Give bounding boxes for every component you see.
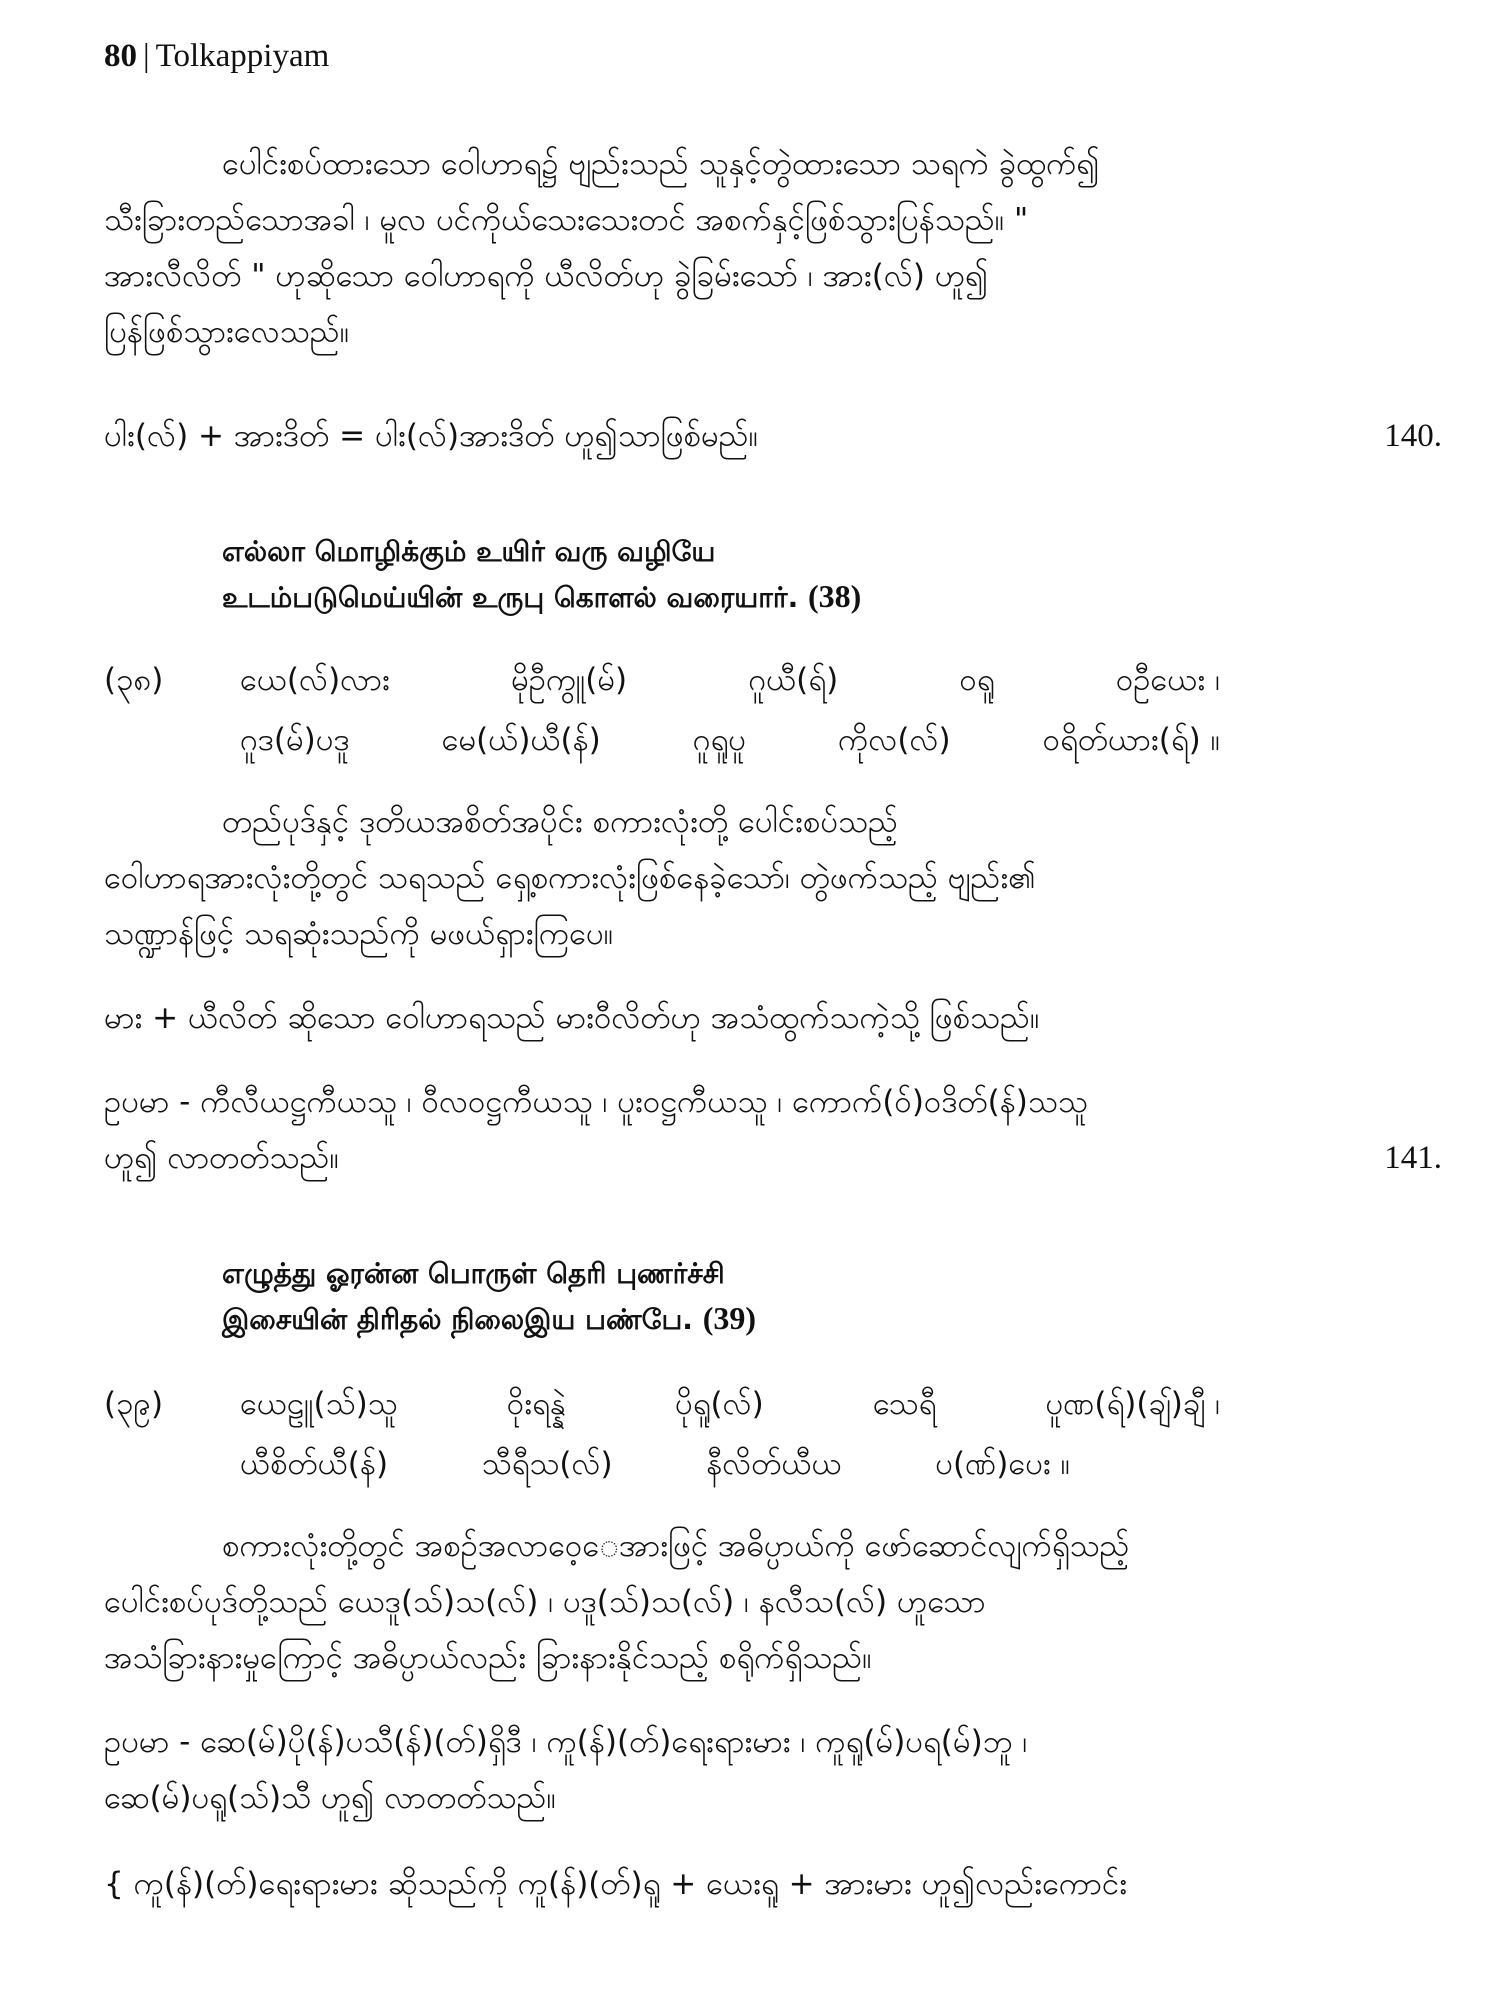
page-header bbox=[104, 38, 329, 75]
translit-word: ဝရိတ်ယား(ရ်) ။ bbox=[1042, 722, 1220, 758]
translit-word: မေ(ယ်)ယီ(န်) bbox=[441, 722, 601, 758]
translit-word: သေရီ bbox=[872, 1386, 937, 1422]
verse-38-label: (၃၈) bbox=[104, 662, 164, 698]
paragraph-3-line-3: အသံခြားနားမှုကြောင့် အဓိပ္ပာယ်လည်း ခြားနားနိုင်သည့် စရိုက်ရှိသည်။ bbox=[104, 1640, 872, 1676]
tamil-verse-38-line-2 bbox=[222, 576, 861, 618]
translit-word: ပ(ဏ်)ပေး ။ bbox=[935, 1446, 1070, 1482]
example-4-line-2: ဆေ(မ်)ပရူ(သ်)သီ ဟူ၍ လာတတ်သည်။ bbox=[104, 1780, 556, 1816]
translit-39-row-1 bbox=[240, 1382, 1220, 1426]
translit-word: ဂူရူပူ bbox=[692, 722, 746, 758]
paragraph-1-line-2: သီးခြားတည်သောအခါ ၊ မူလ ပင်ကိုယ်သေးသေးတင် အစက်နှင့်ဖြစ်သွားပြန်သည်။ " bbox=[104, 202, 1029, 238]
translit-word: နီလိတ်ယီယ bbox=[706, 1446, 842, 1482]
final-line: { ကူ(န်)(တ်)ရေးရားမား ဆိုသည်ကို ကူ(န်)(တ်)ရူ + ယေးရူ + အားမား ဟူ၍လည်းကောင်း bbox=[104, 1866, 1128, 1902]
paragraph-3-line-2: ပေါင်းစပ်ပုဒ်တို့သည် ယေဒူ(သ်)သ(လ်) ၊ ပဒူ(သ်)သ(လ်) ၊ နလီသ(လ်) ဟူသော bbox=[104, 1584, 986, 1620]
verse-39-label: (၃၉) bbox=[104, 1386, 164, 1422]
translit-word: ဝိုးရန္နဲ bbox=[506, 1386, 566, 1422]
example-4-line-1: ဥပမာ - ဆေ(မ်)ပို(န်)ပသီ(န်)(တ်)ရှိဒီ ၊ ကူ(န်)(တ်)ရေးရားမား ၊ ကူရူ(မ်)ပရ(မ်)ဘူ ၊ bbox=[104, 1724, 1028, 1760]
verse-number-38: (38) bbox=[807, 578, 862, 614]
translit-38-row-1 bbox=[240, 658, 1220, 702]
sutra-number-140: 140. bbox=[1384, 418, 1442, 454]
translit-39-row-2 bbox=[240, 1442, 1070, 1486]
translit-word: ပိုရူ(လ်) bbox=[675, 1386, 764, 1422]
tamil-verse-39-text: இசையின் திரிதல் நிலைஇய பண்பே. bbox=[222, 1303, 693, 1336]
paragraph-2-line-2: ဝေါဟာရအားလုံးတို့တွင် သရသည် ရှေ့စကားလုံးဖြစ်နေခဲ့သော်၊ တွဲဖက်သည့် ဗျည်း၏ bbox=[104, 860, 1036, 896]
example-141-line-1: ဥပမာ - ကီလီယဋ္ဌကီယသူ ၊ ဝီလဝဋ္ဌကီယသူ ၊ ပူးဝဋ္ဌကီယသူ ၊ ကောက်(ဝ်)ဝဒိတ်(န်)သသူ bbox=[104, 1084, 1088, 1120]
translit-word: ဂူယီ(ရ်) bbox=[748, 662, 839, 698]
paragraph-3-line-1: စကားလုံးတို့တွင် အစဉ်အလာဝေ့ေအားဖြင့် အဓိပ္ပာယ်ကို ဖော်ဆောင်လျက်ရှိသည့် bbox=[222, 1528, 1130, 1564]
tamil-verse-39-line-2 bbox=[222, 1298, 756, 1340]
header-separator: | bbox=[143, 38, 150, 74]
translit-word: ကိုလ(လ်) bbox=[837, 722, 951, 758]
translit-word: ဝရူ bbox=[959, 662, 995, 698]
paragraph-1-line-3: အားလီလိတ် " ဟုဆိုသော ဝေါဟာရကို ယီလိတ်ဟု ခွဲခြမ်းသော် ၊ အား(လ်) ဟူ၍ bbox=[104, 258, 989, 294]
translit-word: သီရီသ(လ်) bbox=[481, 1446, 613, 1482]
paragraph-2-line-3: သဏ္ဍာန်ဖြင့် သရဆုံးသည်ကို မဖယ်ရှားကြပေ။ bbox=[104, 916, 614, 952]
tamil-verse-38-text: உடம்படுமெய்யின் உருபு கொளல் வரையார். bbox=[222, 581, 799, 614]
translit-word: ယေဠူ(သ်)သူ bbox=[240, 1386, 398, 1422]
paragraph-1-line-1: ပေါင်းစပ်ထားသော ဝေါဟာရ၌ ဗျည်းသည် သူနှင့်တွဲထားသော သရကဲ ခွဲထွက်၍ bbox=[222, 146, 1100, 182]
paragraph-1-line-4: ပြန်ဖြစ်သွားလေသည်။ bbox=[104, 314, 350, 350]
paragraph-2-line-1: တည်ပုဒ်နှင့် ဒုတိယအစိတ်အပိုင်း စကားလုံးတို့ ပေါင်းစပ်သည့် bbox=[222, 804, 898, 840]
tamil-verse-38-line-1: எல்லா மொழிக்கும் உயிர் வரு வழியே bbox=[222, 535, 716, 568]
sutra-number-141: 141. bbox=[1384, 1140, 1442, 1176]
example-141-line-2: ဟူ၍ လာတတ်သည်။ bbox=[104, 1140, 339, 1176]
translit-word: ဝဦယေး ၊ bbox=[1115, 662, 1220, 698]
translit-word: ပူဏ(ရ်)(ချ်)ချီ ၊ bbox=[1045, 1386, 1220, 1422]
verse-number-39: (39) bbox=[702, 1300, 756, 1336]
tamil-verse-39-line-1: எழுத்து ஓரன்ன பொருள் தெரி புணர்ச்சி bbox=[222, 1257, 725, 1290]
translit-word: ယီစိတ်ယီ(န်) bbox=[240, 1446, 389, 1482]
translit-word: ဂူဒ(မ်)ပဒူ bbox=[240, 722, 350, 758]
example-mar-yilit: မား + ယီလိတ် ဆိုသော ဝေါဟာရသည် မားဝီလိတ်ဟု အသံထွက်သကဲ့သို့ ဖြစ်သည်။ bbox=[104, 1000, 1040, 1036]
page-number: 80 bbox=[104, 38, 137, 74]
translit-38-row-2 bbox=[240, 718, 1220, 762]
translit-word: ယေ(လ်)လား bbox=[240, 662, 390, 698]
example-140: ပါး(လ်) + အားဒိတ် = ပါး(လ်)အားဒိတ် ဟူ၍သာဖြစ်မည်။ bbox=[104, 418, 759, 454]
book-title: Tolkappiyam bbox=[155, 38, 330, 74]
translit-word: မိုဦကွူ(မ်) bbox=[511, 662, 628, 698]
